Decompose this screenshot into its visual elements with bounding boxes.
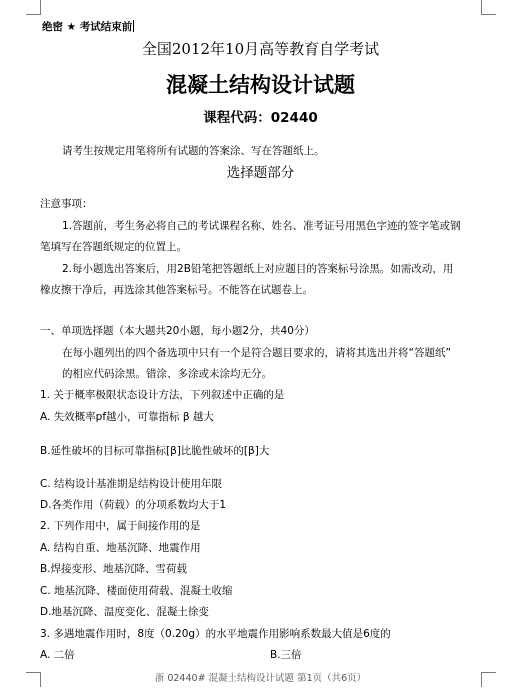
question-1-option-d: D.各类作用（荷载）的分项系数均大于1 <box>40 499 227 511</box>
notes-item2-line2: 橡皮擦干净后，再选涂其他答案标号。不能答在试题卷上。 <box>40 284 313 296</box>
question-2-option-d: D.地基沉降、温度变化、混凝土徐变 <box>40 606 209 618</box>
course-code: 课程代码：02440 <box>203 110 318 126</box>
question-3-option-a: A. 二倍 <box>40 649 75 661</box>
question-1-option-a: A. 失效概率pf越小，可靠指标 β 越大 <box>40 411 214 423</box>
notes-item1-line2: 笔填写在答题纸规定的位置上。 <box>40 241 187 253</box>
question-1-stem: 1. 关于概率极限状态设计方法，下列叙述中正确的是 <box>40 389 285 401</box>
question-3-stem: 3. 多遇地震作用时，8度（0.20g）的水平地震作用影响系数最大值是6度的 <box>40 628 391 640</box>
part1-heading: 一、单项选择题（本大题共20小题，每小题2分，共40分） <box>40 325 315 337</box>
question-2-stem: 2. 下列作用中，属于间接作用的是 <box>40 520 201 532</box>
exam-title: 全国2012年10月高等教育自学考试 <box>141 40 380 58</box>
crop-mark-top-right <box>481 0 496 15</box>
secret-label <box>42 20 134 34</box>
question-2-option-b: B.焊接变形、地基沉降、雪荷载 <box>40 563 188 575</box>
notes-heading: 注意事项： <box>40 198 93 210</box>
page-footer: 浙 02440# 混凝土结构设计试题 第1页（共6页） <box>154 673 367 684</box>
part1-desc-line2: 的相应代码涂黑。错涂、多涂或未涂均无分。 <box>62 368 272 380</box>
notes-item2-line1: 2.每小题选出答案后，用2B铅笔把答题纸上对应题目的答案标号涂黑。如需改动，用 <box>62 263 454 275</box>
subject-title: 混凝土结构设计试题 <box>166 73 355 97</box>
secret-label-text: 绝密 ★ 考试结束前 <box>42 21 133 33</box>
instruction-text: 请考生按规定用笔将所有试题的答案涂、写在答题纸上。 <box>62 145 325 157</box>
question-2-option-a: A. 结构自重、地基沉降、地震作用 <box>40 542 201 554</box>
text-cursor <box>133 20 134 32</box>
question-3-option-b: B.三倍 <box>270 649 302 661</box>
question-2-option-c: C. 地基沉降、楼面使用荷载、混凝土收缩 <box>40 585 233 597</box>
question-1-option-c: C. 结构设计基准期是结构设计使用年限 <box>40 478 223 490</box>
part1-desc-line1: 在每小题列出的四个备选项中只有一个是符合题目要求的，请将其选出并将“答题纸” <box>62 347 451 359</box>
section-title: 选择题部分 <box>226 165 295 181</box>
crop-mark-top-left <box>26 0 41 15</box>
question-1-option-b: B.延性破坏的目标可靠指标[β]比脆性破坏的[β]大 <box>40 445 270 457</box>
notes-item1-line1: 1.答题前，考生务必将自己的考试课程名称、姓名、准考证号用黑色字迹的签字笔或钢 <box>62 220 461 232</box>
